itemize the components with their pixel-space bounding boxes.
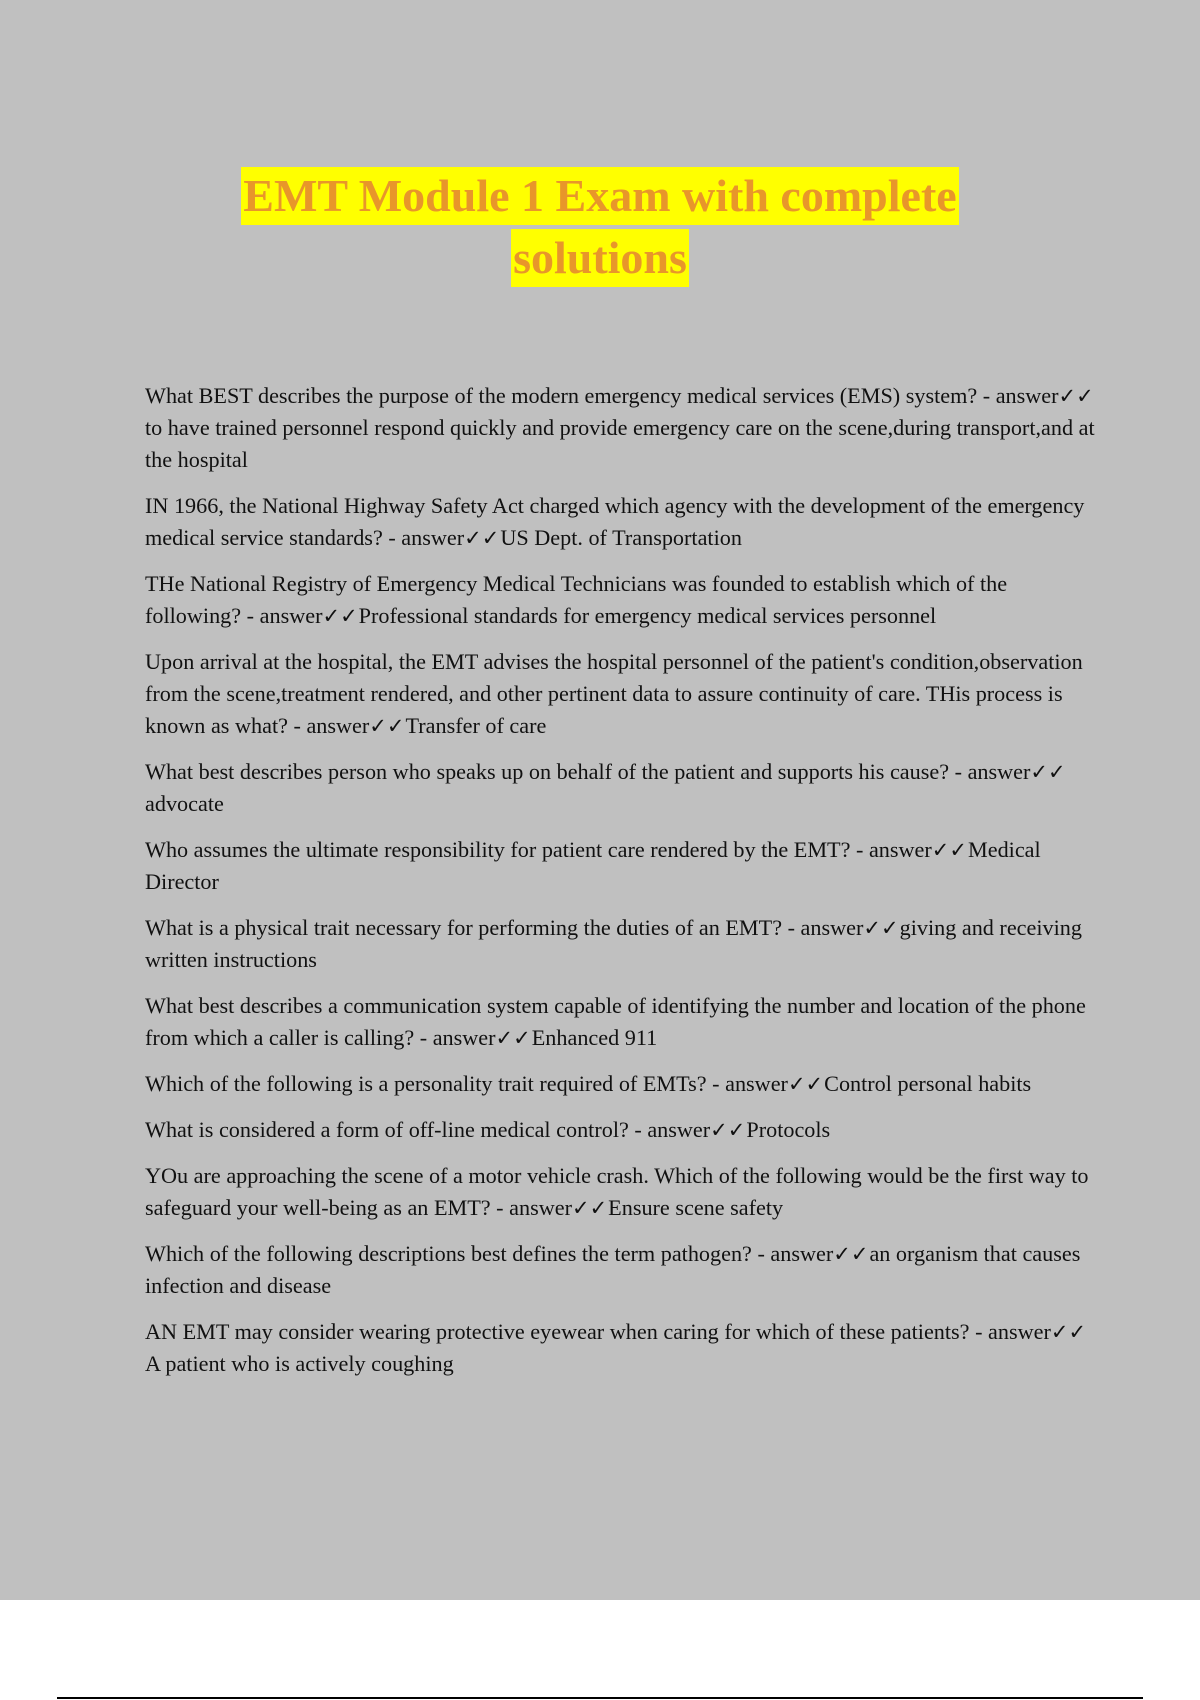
title-line-2: solutions bbox=[511, 229, 689, 287]
double-check-icon: ✓✓ bbox=[863, 916, 899, 940]
answer-text: Protocols bbox=[746, 1117, 831, 1142]
answer-label: answer bbox=[725, 1071, 788, 1096]
qa-item-4 bbox=[145, 646, 1095, 742]
double-check-icon: ✓✓ bbox=[931, 838, 967, 862]
double-check-icon: ✓✓ bbox=[1030, 760, 1066, 784]
qa-item-10 bbox=[145, 1114, 1095, 1146]
double-check-icon: ✓✓ bbox=[833, 1242, 869, 1266]
question-text: What BEST describes the purpose of the modern emergency medical services (EMS) system? - bbox=[145, 383, 991, 408]
answer-text: Medical Director bbox=[145, 837, 1041, 894]
double-check-icon: ✓✓ bbox=[369, 714, 405, 738]
qa-item-11 bbox=[145, 1160, 1095, 1224]
question-text: What is considered a form of off-line medical control? - bbox=[145, 1117, 642, 1142]
answer-label: answer bbox=[259, 603, 323, 628]
double-check-icon: ✓✓ bbox=[322, 604, 358, 628]
question-text: Which of the following is a personality trait required of EMTs? - bbox=[145, 1071, 720, 1096]
qa-list bbox=[145, 380, 1095, 1394]
answer-label: answer bbox=[967, 759, 1031, 784]
double-check-icon: ✓✓ bbox=[787, 1072, 824, 1096]
double-check-icon: ✓✓ bbox=[464, 526, 500, 550]
qa-item-7 bbox=[145, 912, 1095, 976]
double-check-icon: ✓✓ bbox=[1058, 384, 1094, 408]
answer-text: A patient who is actively coughing bbox=[145, 1351, 454, 1376]
question-text: Which of the following descriptions best defines the term pathogen? - bbox=[145, 1241, 765, 1266]
question-text: Upon arrival at the hospital, the EMT advises the hospital personnel of the patient's condition,observation from the scene,treatment rendered, and other pertinent data to assure continuity of care. THis process is known as what? - bbox=[145, 649, 1083, 738]
question-text: AN EMT may consider wearing protective eyewear when caring for which of these patients? - bbox=[145, 1319, 983, 1344]
answer-text: Ensure scene safety bbox=[608, 1195, 784, 1220]
answer-text: to have trained personnel respond quickly and provide emergency care on the scene,during transport,and at the hospital bbox=[145, 415, 1095, 472]
question-text: What is a physical trait necessary for performing the duties of an EMT? - bbox=[145, 915, 795, 940]
answer-text: Professional standards for emergency medical services personnel bbox=[358, 603, 937, 628]
qa-item-3 bbox=[145, 568, 1095, 632]
question-text: IN 1966, the National Highway Safety Act charged which agency with the development of the emergency medical service standards? - bbox=[145, 493, 1085, 550]
qa-item-2 bbox=[145, 490, 1095, 554]
qa-item-5 bbox=[145, 756, 1095, 820]
qa-item-6 bbox=[145, 834, 1095, 898]
answer-text: Transfer of care bbox=[405, 713, 547, 738]
double-check-icon: ✓✓ bbox=[710, 1118, 746, 1142]
answer-text: an organism that causes infection and disease bbox=[145, 1241, 1081, 1298]
answer-label: answer bbox=[995, 383, 1059, 408]
question-text: What best describes person who speaks up on behalf of the patient and supports his cause? - bbox=[145, 759, 963, 784]
qa-item-12 bbox=[145, 1238, 1095, 1302]
answer-text: Enhanced 911 bbox=[531, 1025, 658, 1050]
question-text: Who assumes the ultimate responsibility for patient care rendered by the EMT? - bbox=[145, 837, 864, 862]
answer-label: answer bbox=[432, 1025, 496, 1050]
double-check-icon: ✓✓ bbox=[571, 1196, 608, 1220]
double-check-icon: ✓✓ bbox=[1050, 1320, 1087, 1344]
qa-item-9 bbox=[145, 1068, 1095, 1100]
qa-item-13 bbox=[145, 1316, 1095, 1380]
title-line-1: EMT Module 1 Exam with complete bbox=[241, 167, 958, 225]
answer-text: giving and receiving written instructions bbox=[145, 915, 1082, 972]
qa-item-1 bbox=[145, 380, 1095, 476]
answer-label: answer bbox=[770, 1241, 834, 1266]
answer-label: answer bbox=[401, 525, 465, 550]
answer-text: Control personal habits bbox=[824, 1071, 1032, 1096]
answer-text: US Dept. of Transportation bbox=[500, 525, 742, 550]
question-text: What best describes a communication system capable of identifying the number and location of the phone from which a caller is calling? - bbox=[145, 993, 1086, 1050]
answer-label: answer bbox=[800, 915, 864, 940]
answer-label: answer bbox=[647, 1117, 711, 1142]
answer-label: answer bbox=[509, 1195, 572, 1220]
question-text: THe National Registry of Emergency Medical Technicians was founded to establish which of the following? - bbox=[145, 571, 1008, 628]
double-check-icon: ✓✓ bbox=[495, 1026, 531, 1050]
answer-label: answer bbox=[988, 1319, 1051, 1344]
answer-label: answer bbox=[306, 713, 370, 738]
footer-divider bbox=[57, 1697, 1143, 1699]
question-text: YOu are approaching the scene of a motor vehicle crash. Which of the following would be the first way to safeguard your well-being as an EMT? - bbox=[145, 1163, 1089, 1220]
qa-item-8 bbox=[145, 990, 1095, 1054]
document-title bbox=[0, 167, 1200, 287]
answer-text: advocate bbox=[145, 791, 224, 816]
answer-label: answer bbox=[868, 837, 932, 862]
